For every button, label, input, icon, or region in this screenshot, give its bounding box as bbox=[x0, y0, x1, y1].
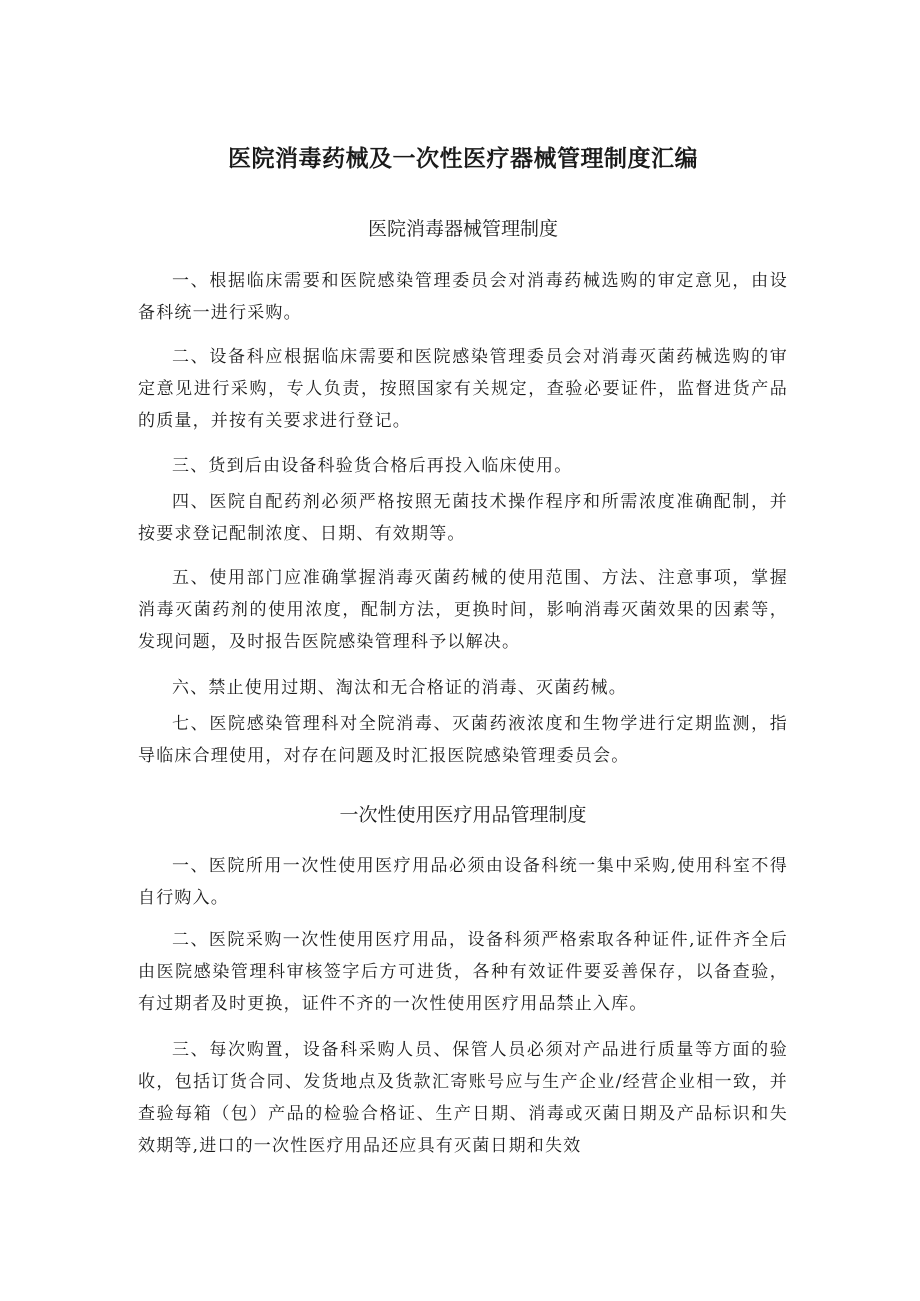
paragraph: 二、医院采购一次性使用医疗用品，设备科须严格索取各种证件,证件齐全后由医院感染管理科审核签字后方可进货，各种有效证件要妥善保存，以备查验，有过期者及时更换，证件不齐的一次性使用医疗用品禁止入库。 bbox=[138, 930, 788, 1014]
paragraph: 六、禁止使用过期、淘汰和无合格证的消毒、灭菌药械。 bbox=[172, 678, 627, 698]
section-heading: 一次性使用医疗用品管理制度 bbox=[339, 804, 587, 826]
paragraph: 一、医院所用一次性使用医疗用品必须由设备科统一集中采购,使用科室不得自行购入。 bbox=[138, 856, 788, 908]
section-heading: 医院消毒器械管理制度 bbox=[367, 218, 558, 240]
paragraph: 三、每次购置，设备科采购人员、保管人员必须对产品进行质量等方面的验收，包括订货合同、发货地点及货款汇寄账号应与生产企业/经营企业相一致，并查验每箱（包）产品的检验合格证、生产日期、消毒或灭菌日期及产品标识和失效期等,进口的一次性医疗用品还应具有灭菌日期和失效 bbox=[138, 1040, 788, 1156]
paragraph: 一、根据临床需要和医院感染管理委员会对消毒药械选购的审定意见，由设备科统一进行采购。 bbox=[138, 271, 788, 323]
paragraph: 二、设备科应根据临床需要和医院感染管理委员会对消毒灭菌药械选购的审定意见进行采购，专人负责，按照国家有关规定，查验必要证件，监督进货产品的质量，并按有关要求进行登记。 bbox=[138, 347, 788, 431]
paragraph: 三、货到后由设备科验货合格后再投入临床使用。 bbox=[172, 456, 573, 476]
paragraph: 五、使用部门应准确掌握消毒灭菌药械的使用范围、方法、注意事项，掌握消毒灭菌药剂的使用浓度，配制方法，更换时间，影响消毒灭菌效果的因素等，发现问题，及时报告医院感染管理科予以解决。 bbox=[138, 568, 788, 652]
paragraph: 四、医院自配药剂必须严格按照无菌技术操作程序和所需浓度准确配制，并按要求登记配制浓度、日期、有效期等。 bbox=[138, 492, 788, 544]
document-title: 医院消毒药械及一次性医疗器械管理制度汇编 bbox=[228, 146, 698, 172]
paragraph: 七、医院感染管理科对全院消毒、灭菌药液浓度和生物学进行定期监测，指导临床合理使用，对存在问题及时汇报医院感染管理委员会。 bbox=[138, 714, 788, 766]
